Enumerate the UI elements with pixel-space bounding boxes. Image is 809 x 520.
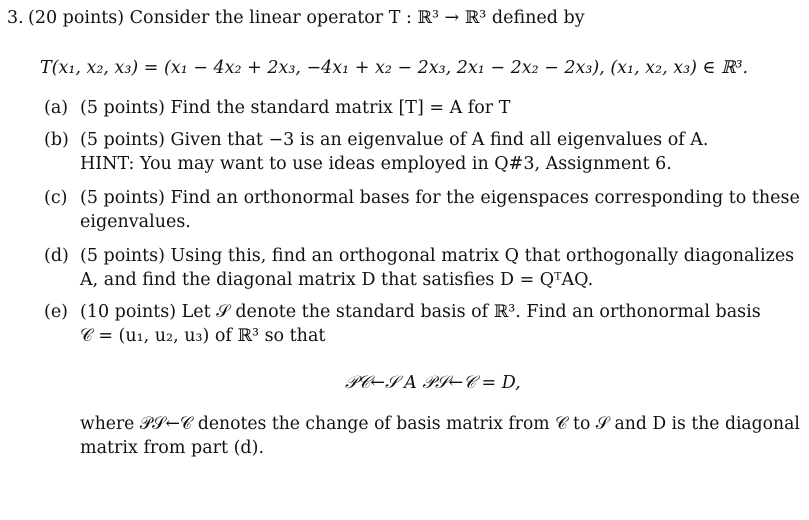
part-c-text: (5 points) Find an orthonormal bases for the eigenspaces corresponding to these bbox=[80, 188, 800, 208]
part-e-label: (e) bbox=[44, 302, 69, 322]
part-b-label: (b) bbox=[44, 130, 69, 150]
part-c-label: (c) bbox=[44, 188, 68, 208]
part-d-text: (5 points) Using this, find an orthogonal matrix Q that orthogonally diagonalizes bbox=[80, 246, 795, 266]
part-d-label: (d) bbox=[44, 246, 69, 266]
part-a-text: (5 points) Find the standard matrix [T] = A for T bbox=[80, 98, 511, 118]
part-e-text: (10 points) Let 𝒮 denote the standard basis of ℝ³. Find an orthonormal basis bbox=[80, 302, 761, 322]
part-e-after: where 𝒫𝒮←𝒞 denotes the change of basis matrix from 𝒞 to 𝒮 and D is the diagonal bbox=[80, 414, 800, 434]
part-e-text-cont: 𝒞 = (u₁, u₂, u₃) of ℝ³ so that bbox=[80, 326, 326, 346]
part-c-text-cont: eigenvalues. bbox=[80, 212, 191, 232]
part-e-after-cont: matrix from part (d). bbox=[80, 438, 265, 458]
problem-header: (20 points) Consider the linear operator T : ℝ³ → ℝ³ defined by bbox=[28, 8, 585, 28]
problem-number: 3. bbox=[7, 8, 24, 28]
part-d-text-cont: A, and find the diagonal matrix D that satisfies D = QᵀAQ. bbox=[80, 270, 594, 290]
part-a-label: (a) bbox=[44, 98, 69, 118]
change-of-basis-equation: 𝒫𝒞←𝒮 A 𝒫𝒮←𝒞 = D, bbox=[345, 373, 521, 393]
operator-definition: T(x₁, x₂, x₃) = (x₁ − 4x₂ + 2x₃, −4x₁ + x₂ − 2x₃, 2x₁ − 2x₂ − 2x₃), (x₁, x₂, x₃) ∈ ℝ³. bbox=[40, 58, 749, 78]
part-b-hint: HINT: You may want to use ideas employed in Q#3, Assignment 6. bbox=[80, 154, 672, 174]
part-b-text: (5 points) Given that −3 is an eigenvalue of A find all eigenvalues of A. bbox=[80, 130, 709, 150]
